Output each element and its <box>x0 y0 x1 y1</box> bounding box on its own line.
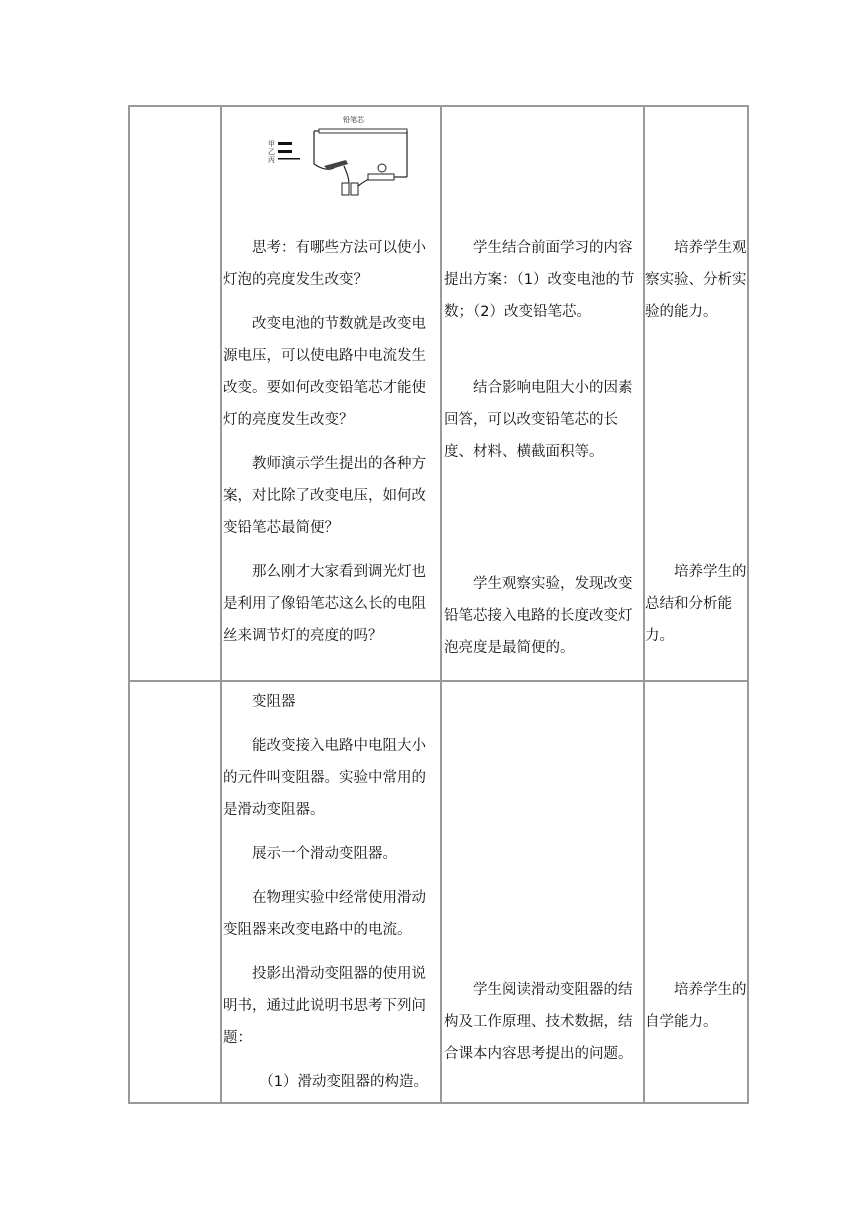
column-divider-1 <box>220 105 222 1104</box>
row2-intent-cell <box>645 974 747 1038</box>
teacher-paragraph: 那么刚才大家看到调光灯也是利用了像铅笔芯这么长的电阻丝来调节灯的亮度的吗？ <box>223 564 426 644</box>
teacher-paragraph: 展示一个滑动变阻器。 <box>252 846 397 862</box>
battery-2-shape <box>351 183 358 195</box>
teacher-paragraph: 改变电池的节数就是改变电源电压，可以使电路中电流发生改变。要如何改变铅笔芯才能使灯的亮度发生改变？ <box>223 316 426 428</box>
sample-wire-jia <box>278 142 292 145</box>
row1-intent-cell <box>645 232 747 652</box>
teacher-paragraph: 投影出滑动变阻器的使用说明书，通过此说明书思考下列问题： <box>223 966 426 1046</box>
sample-wire-bing <box>278 158 300 160</box>
intent-paragraph: 培养学生观察实验、分析实验的能力。 <box>645 240 747 320</box>
student-paragraph: 学生阅读滑动变阻器的结构及工作原理、技术数据，结合课本内容思考提出的问题。 <box>444 982 633 1062</box>
diagram-pencil-lead-label: 铅笔芯 <box>343 116 364 124</box>
row1-student-cell <box>444 232 642 664</box>
student-paragraph: 学生结合前面学习的内容提出方案：（1）改变电池的节数；（2）改变铅笔芯。 <box>444 240 635 320</box>
circuit-diagram <box>256 112 416 202</box>
student-paragraph: 学生观察实验，发现改变铅笔芯接入电路的长度改变灯泡亮度是最简便的。 <box>444 576 633 656</box>
column-divider-2 <box>440 105 442 1104</box>
table-left-border <box>128 105 130 1104</box>
row2-teacher-cell <box>223 686 438 1098</box>
diagram-label-bing: 丙 <box>268 156 275 164</box>
row1-teacher-cell <box>223 232 438 652</box>
intent-paragraph: 培养学生的总结和分析能力。 <box>645 564 747 644</box>
bulb-shape <box>378 164 386 172</box>
intent-paragraph: 培养学生的自学能力。 <box>645 982 747 1030</box>
pencil-lead-shape <box>319 129 407 133</box>
battery-1-shape <box>342 183 349 195</box>
table-right-border <box>747 105 749 1104</box>
teacher-paragraph: 在物理实验中经常使用滑动变阻器来改变电路中的电流。 <box>223 890 426 938</box>
teacher-paragraph: 教师演示学生提出的各种方案，对比除了改变电压，如何改变铅笔芯最简便？ <box>223 456 426 536</box>
section-heading: 变阻器 <box>252 694 296 710</box>
diagram-label-jia: 甲 <box>268 140 275 148</box>
teacher-paragraph: （1）滑动变阻器的构造。 <box>259 1074 428 1090</box>
teacher-paragraph: 思考：有哪些方法可以使小灯泡的亮度发生改变？ <box>223 240 426 288</box>
sample-wire-yi <box>278 150 292 153</box>
row2-student-cell <box>444 974 642 1070</box>
lamp-holder-shape <box>368 174 394 180</box>
switch-shape <box>324 160 348 170</box>
student-paragraph: 结合影响电阻大小的因素回答，可以改变铅笔芯的长度、材料、横截面积等。 <box>444 380 633 460</box>
teacher-paragraph: 能改变接入电路中电阻大小的元件叫变阻器。实验中常用的是滑动变阻器。 <box>223 738 426 818</box>
diagram-label-yi: 乙 <box>268 148 275 156</box>
